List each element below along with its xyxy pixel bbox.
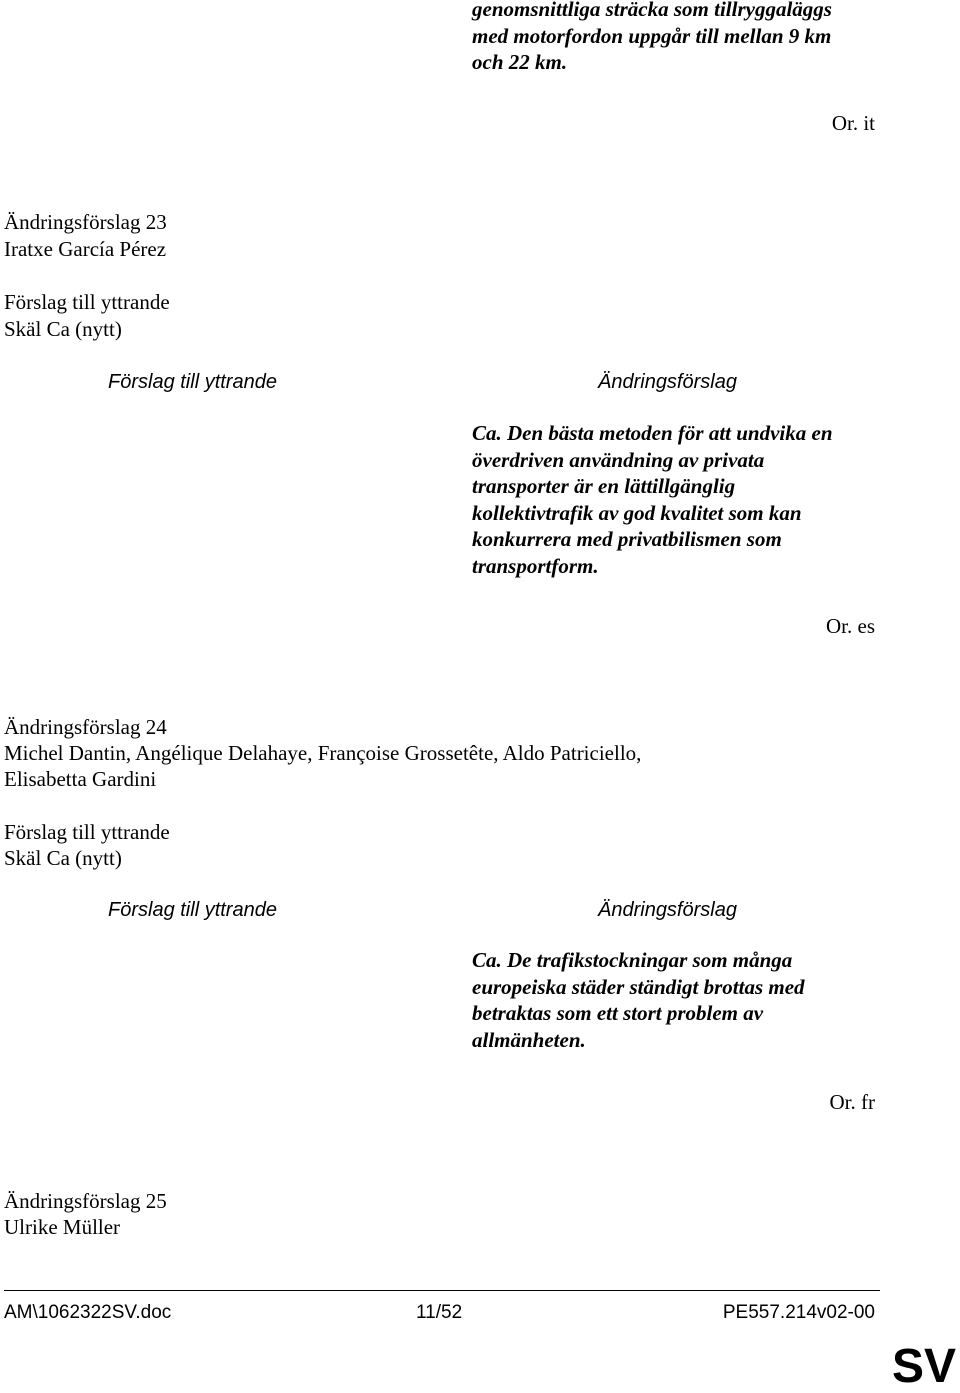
intro-line: genomsnittliga sträcka som tillryggaläggs [472,0,832,21]
footer-pe-ref: PE557.214v02-00 [722,1302,875,1323]
amendment-text [472,947,805,1053]
amendment-text-line: europeiska städer ständigt brottas med [472,974,805,999]
column-header-right: Ändringsförslag [598,899,737,921]
amendment-text-line: transportform. [472,553,599,578]
origin-language: Or. it [831,111,875,135]
intro-line: med motorfordon uppgår till mellan 9 km [472,23,832,48]
amendment-title: Ändringsförslag 25 [4,1189,167,1213]
amendment-text-line: betraktas som ett stort problem av [472,1001,764,1025]
intro-text [472,0,832,76]
column-header-right: Ändringsförslag [598,371,737,393]
amendment-title: Ändringsförslag 24 [4,715,167,739]
column-header-left: Förslag till yttrande [108,371,277,393]
column-header-left: Förslag till yttrande [108,899,277,921]
amendment-author: Elisabetta Gardini [4,767,157,791]
amendment-source: Förslag till yttrande [4,290,170,314]
amendment-author: Iratxe García Pérez [4,237,167,261]
amendment-text [472,420,833,579]
amendment-author: Michel Dantin, Angélique Delahaye, Françoise Grossetête, Aldo Patriciello, [4,741,642,765]
amendment-text-line: konkurrera med privatbilismen som [472,527,782,551]
footer-language-code: SV [891,1340,956,1393]
amendment-reference: Skäl Ca (nytt) [4,317,122,341]
origin-language: Or. es [826,614,875,638]
amendment-author: Ulrike Müller [4,1215,121,1239]
amendment-reference: Skäl Ca (nytt) [4,846,122,870]
origin-language: Or. fr [829,1090,875,1114]
intro-line: och 22 km. [472,50,568,74]
footer-page-number: 11/52 [416,1302,463,1323]
amendment-text-line: transporter är en lättillgänglig [472,474,736,498]
amendment-text-line: kollektivtrafik av god kvalitet som kan [472,500,802,525]
amendment-text-line: överdriven användning av privata [472,447,765,472]
amendment-source: Förslag till yttrande [4,820,170,844]
amendment-text-line: Ca. Den bästa metoden för att undvika en [472,421,833,445]
amendment-title: Ändringsförslag 23 [4,210,167,234]
footer-rule [4,1290,880,1291]
amendment-text-line: allmänheten. [472,1027,586,1052]
amendment-text-line: Ca. De trafikstockningar som många [472,948,793,972]
footer-doc-ref: AM\1062322SV.doc [4,1302,172,1323]
